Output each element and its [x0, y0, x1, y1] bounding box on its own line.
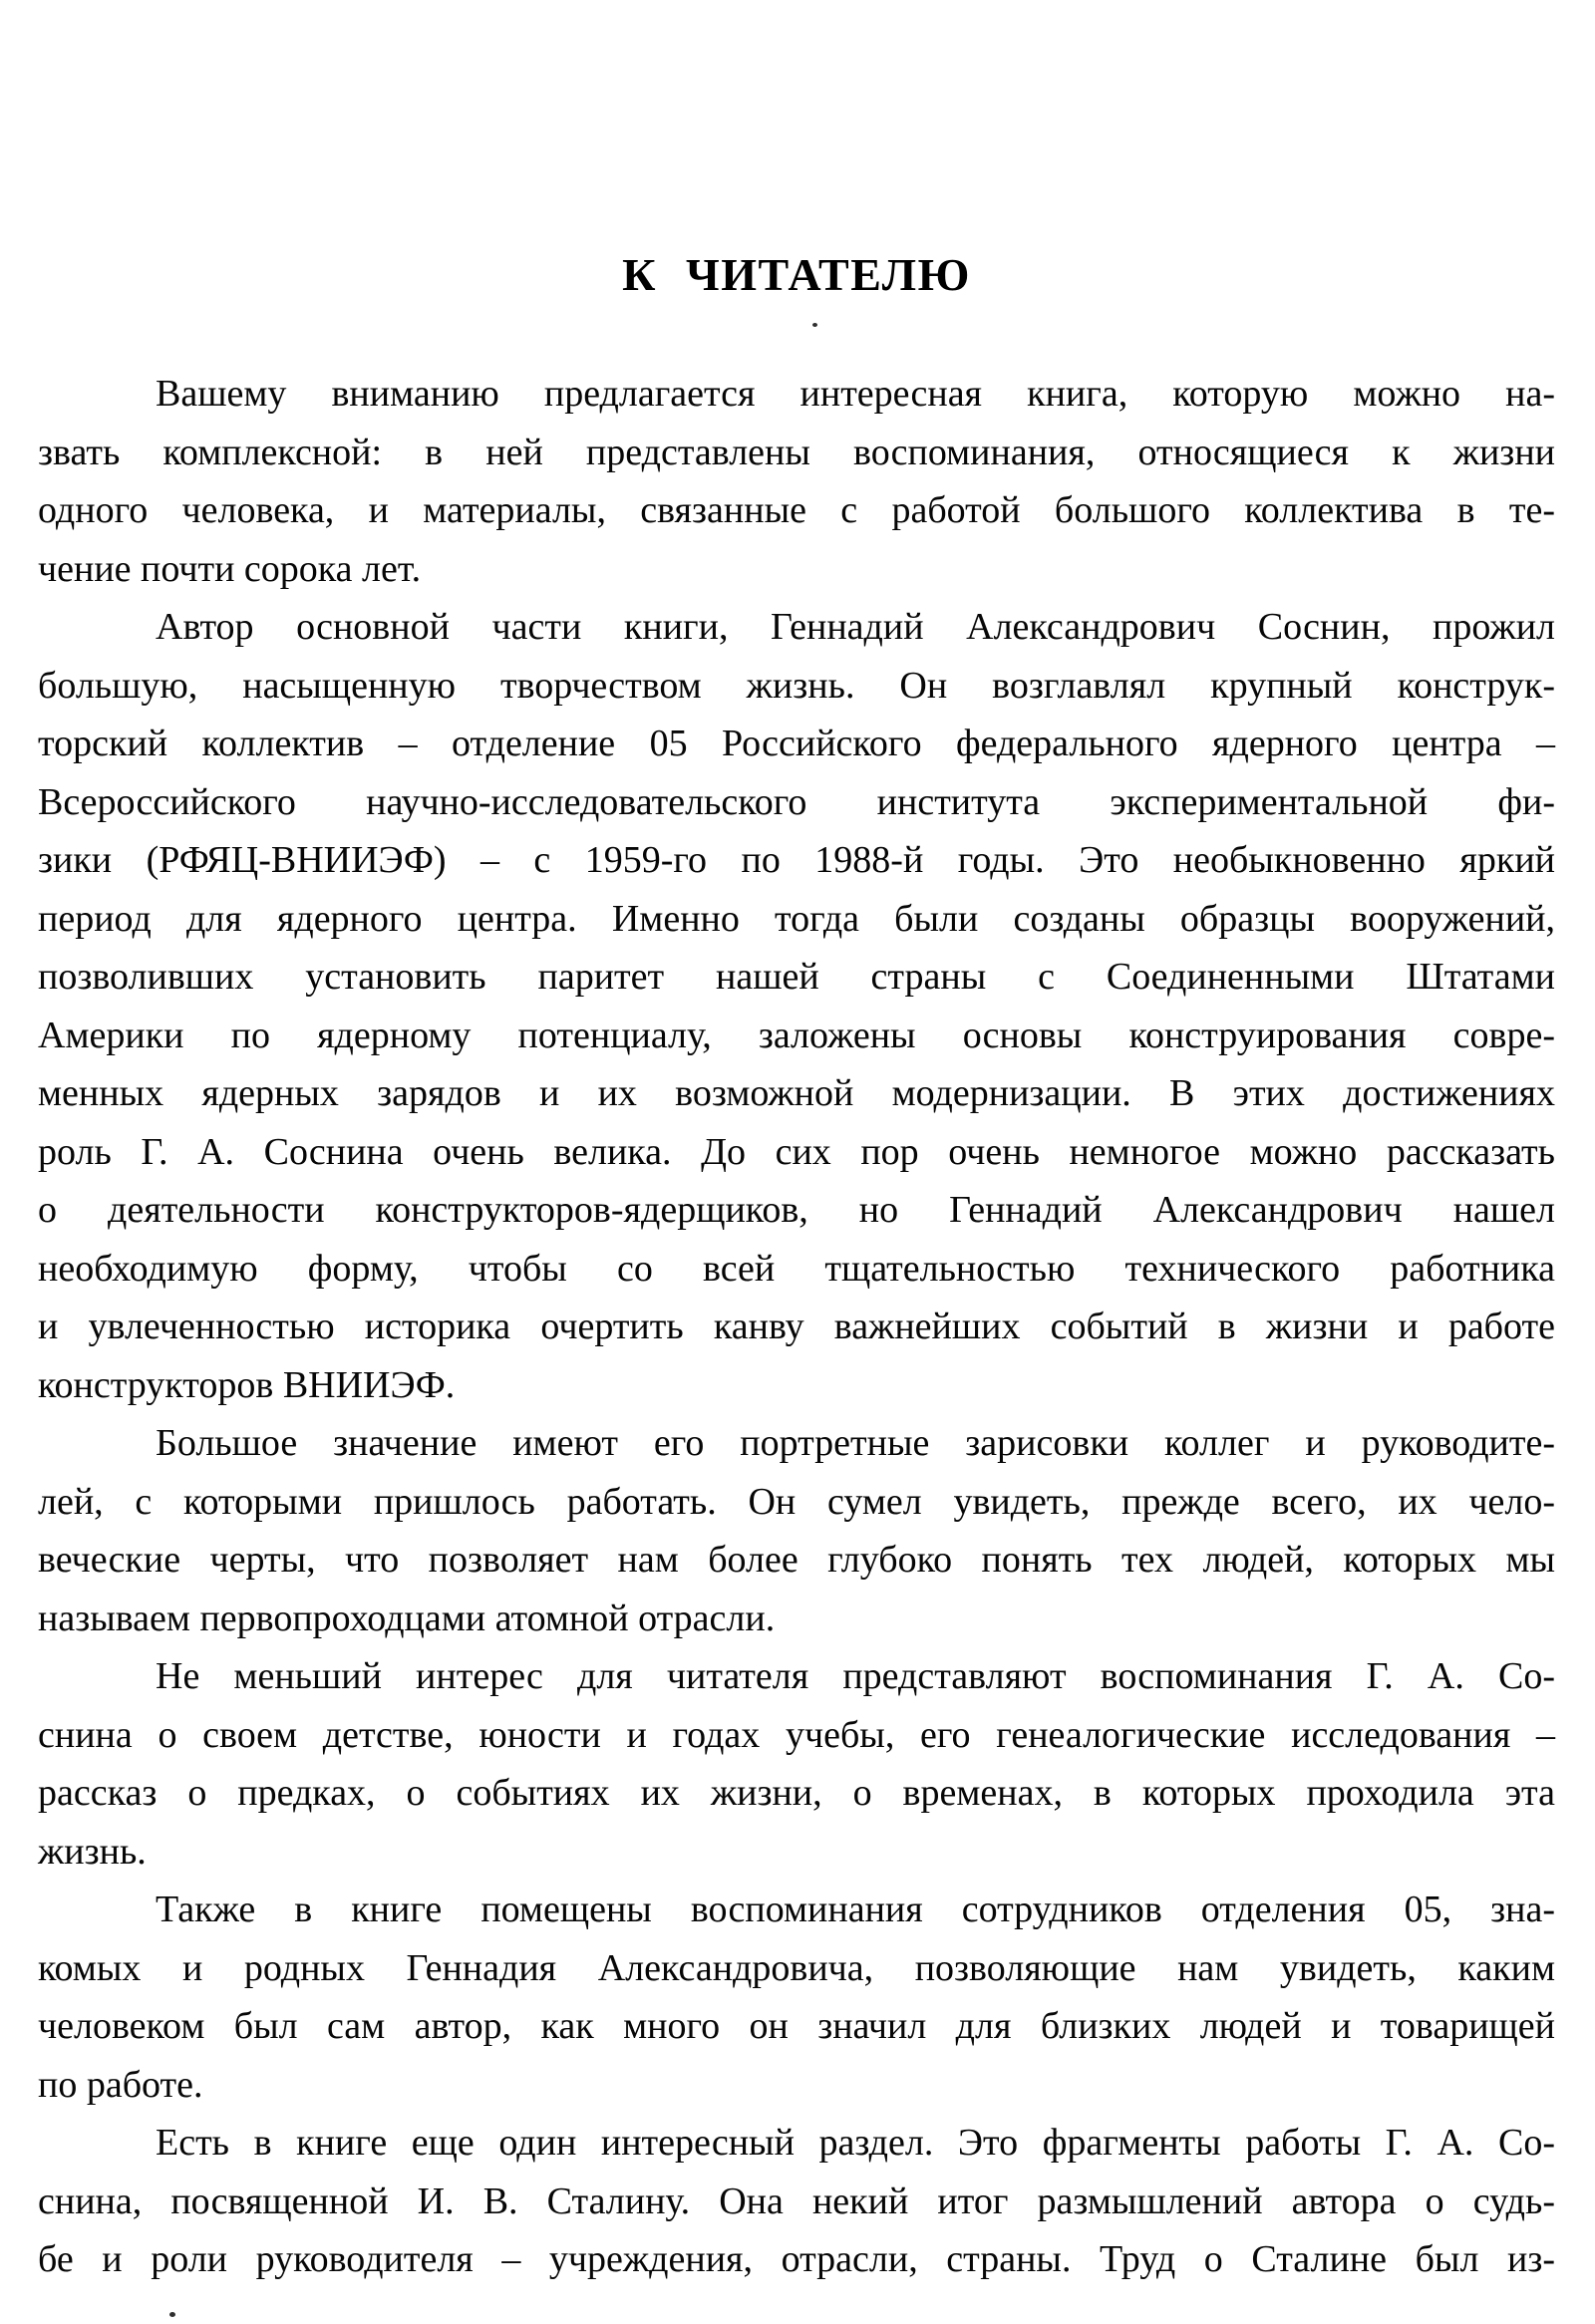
page-title: К ЧИТАТЕЛЮ [622, 249, 971, 300]
text-line: менных ядерных зарядов и их возможной модернизации. В этих достижениях [38, 1072, 1555, 1114]
text-line: Всероссийского научно-исследовательского института экспериментальной фи- [38, 780, 1555, 823]
text-line: конструкторов ВНИИЭФ. [38, 1363, 456, 1406]
text-line: позволивших установить паритет нашей страны с Соединенными Штатами [38, 956, 1555, 998]
text-line: о деятельности конструкторов-ядерщиков, но Геннадий Александрович нашел [38, 1189, 1555, 1231]
scan-speck [812, 323, 817, 327]
text-line: период для ядерного центра. Именно тогда были созданы образцы вооружений, [38, 897, 1555, 940]
text-line: человеком был сам автор, как много он значил для близких людей и товарищей [38, 2005, 1555, 2047]
text-line: по работе. [38, 2063, 203, 2106]
text-line: рассказ о предках, о событиях их жизни, о временах, в которых проходила эта [38, 1772, 1555, 1814]
text-line: Америки по ядерному потенциалу, заложены основы конструирования совре- [38, 1014, 1555, 1056]
text-line: веческие черты, что позволяет нам более глубоко понять тех людей, которых мы [38, 1539, 1555, 1581]
text-line: Не меньший интерес для читателя представляют воспоминания Г. А. Со- [156, 1655, 1555, 1697]
text-line: Автор основной части книги, Геннадий Александрович Соснин, прожил [156, 606, 1555, 648]
paragraph-portraits [38, 1414, 1555, 1647]
text-line: необходимую форму, чтобы со всей тщательностью технического работника [38, 1247, 1555, 1290]
text-line: чение почти сорока лет. [38, 547, 422, 590]
paragraph-memoirs [38, 1647, 1555, 1881]
book-page [38, 0, 1555, 2289]
text-line: называем первопроходцами атомной отрасли. [38, 1597, 776, 1639]
text-line: торский коллектив – отделение 05 Российского федерального ядерного центра – [38, 723, 1555, 764]
text-line: бе и роли руководителя – учреждения, отрасли, страны. Труд о Сталине был из- [38, 2238, 1555, 2280]
text-line: снина, посвященной И. В. Сталину. Она некий итог размышлений автора о судь- [38, 2179, 1555, 2222]
text-line: Также в книге помещены воспоминания сотрудников отделения 05, зна- [156, 1888, 1555, 1930]
text-line: Большое значение имеют его портретные зарисовки коллег и руководите- [156, 1422, 1555, 1464]
scan-speck [169, 2312, 175, 2317]
text-line: и увлеченностью историка очертить канву важнейших событий в жизни и работе [38, 1306, 1555, 1347]
paragraph-stalin [38, 2114, 1555, 2289]
text-line: снина о своем детстве, юности и годах учебы, его генеалогические исследования – [38, 1713, 1555, 1756]
text-line: одного человека, и материалы, связанные с работой большого коллектива в те- [38, 489, 1555, 531]
paragraph-author [38, 598, 1555, 1414]
paragraph-intro [38, 365, 1555, 598]
paragraph-colleagues [38, 1881, 1555, 2114]
text-line: комых и родных Геннадия Александровича, позволяющие нам увидеть, каким [38, 1946, 1555, 1989]
text-line: Вашему вниманию предлагается интересная книга, которую можно на- [156, 373, 1555, 415]
text-line: роль Г. А. Соснина очень велика. До сих пор очень немногое можно рассказать [38, 1130, 1555, 1173]
text-line: жизнь. [38, 1830, 147, 1873]
text-line: Есть в книге еще один интересный раздел. Это фрагменты работы Г. А. Со- [156, 2122, 1555, 2164]
text-line: звать комплексной: в ней представлены воспоминания, относящиеся к жизни [38, 431, 1555, 473]
text-line: зики (РФЯЦ-ВНИИЭФ) – с 1959-го по 1988-й годы. Это необыкновенно яркий [38, 839, 1555, 881]
text-line: большую, насыщенную творчеством жизнь. Он возглавлял крупный конструк- [38, 664, 1555, 707]
text-line: лей, с которыми пришлось работать. Он сумел увидеть, прежде всего, их чело- [38, 1480, 1555, 1523]
